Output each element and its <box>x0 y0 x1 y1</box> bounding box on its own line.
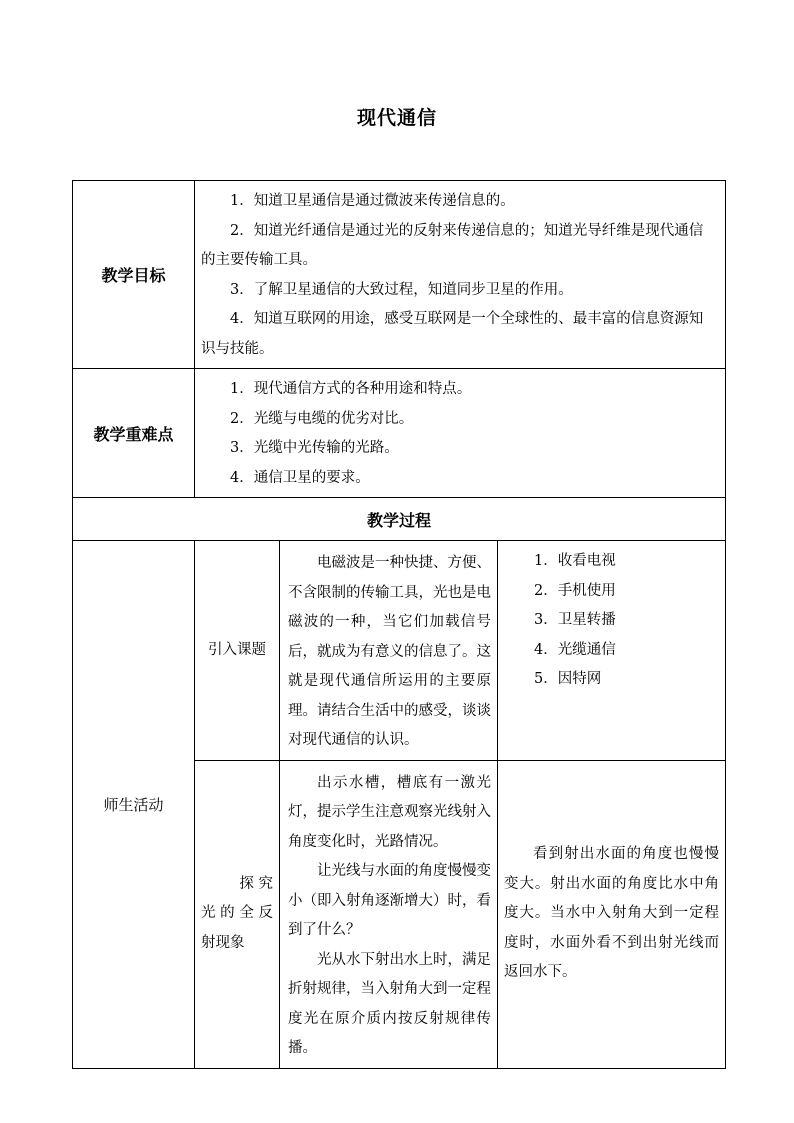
student-list-item: 2．手机使用 <box>534 582 616 599</box>
key-point-item: 4．通信卫星的要求。 <box>230 469 370 486</box>
objectives-label: 教学目标 <box>73 181 195 369</box>
objective-item: 1．知道卫星通信是通过微波来传递信息的。 <box>230 193 515 209</box>
activity-label: 师生活动 <box>73 541 195 1069</box>
student-list-item: 1．收看电视 <box>534 553 616 569</box>
key-point-item: 2．光缆与电缆的优劣对比。 <box>230 410 414 427</box>
explore-student-text <box>498 760 726 1068</box>
explore-teacher-paragraph: 光从水下射出水上时，满足折射规律，当入射角大到一定程度光在原介质内按反射规律传播。 <box>288 951 491 1056</box>
intro-row <box>73 541 726 761</box>
key-point-item: 3．光缆中光传输的光路。 <box>230 440 399 456</box>
objective-item: 2．知道光纤通信是通过光的反射来传递信息的；知道光导纤维是现代通信的主要传输工具。 <box>201 222 704 268</box>
student-list-item: 3．卫星转播 <box>534 612 616 628</box>
objectives-list <box>195 181 726 369</box>
explore-teacher-paragraph: 出示水槽，槽底有一激光灯，提示学生注意观察光线射入角度变化时，光路情况。 <box>288 774 491 850</box>
lesson-plan-table <box>72 180 726 1069</box>
objective-item: 3．了解卫星通信的大致过程，知道同步卫星的作用。 <box>230 281 573 298</box>
key-point-item: 1．现代通信方式的各种用途和特点。 <box>230 381 472 397</box>
page-title: 现代通信 <box>356 107 437 129</box>
process-heading-row <box>73 498 726 541</box>
explore-stage-line: 射现象 <box>201 934 245 951</box>
key-points-row <box>73 369 726 498</box>
objectives-row <box>73 181 726 369</box>
objective-item: 4．知道互联网的用途，感受互联网是一个全球性的、最丰富的信息资源知识与技能。 <box>201 311 704 357</box>
process-heading: 教学过程 <box>73 498 726 541</box>
intro-student-list <box>498 541 726 761</box>
explore-teacher-paragraph: 让光线与水面的角度慢慢变小（即入射角逐渐增大）时，看到了什么？ <box>288 863 491 938</box>
explore-teacher-text <box>280 760 498 1068</box>
explore-student-paragraph: 看到射出水面的角度也慢慢变大。射出水面的角度比水中角度大。当水中入射角大到一定程度时，水面外看不到出射光线而返回水下。 <box>504 846 719 981</box>
student-list-item: 4．光缆通信 <box>534 641 616 658</box>
explore-stage-label <box>195 760 280 1068</box>
intro-teacher-paragraph: 电磁波是一种快捷、方便、不含限制的传输工具，光也是电磁波的一种，当它们加载信号后，就成为有意义的信息了。这就是现代通信所运用的主要原理。请结合生活中的感受，谈谈对现代通信的认识。 <box>288 555 491 748</box>
explore-stage-line: 探 究 <box>239 875 273 892</box>
explore-stage-line: 光的全反 <box>201 905 273 922</box>
intro-stage-label: 引入课题 <box>195 541 280 761</box>
key-points-label: 教学重难点 <box>73 369 195 498</box>
student-list-item: 5．因特网 <box>534 671 602 687</box>
intro-teacher-text <box>280 541 498 761</box>
key-points-list <box>195 369 726 498</box>
